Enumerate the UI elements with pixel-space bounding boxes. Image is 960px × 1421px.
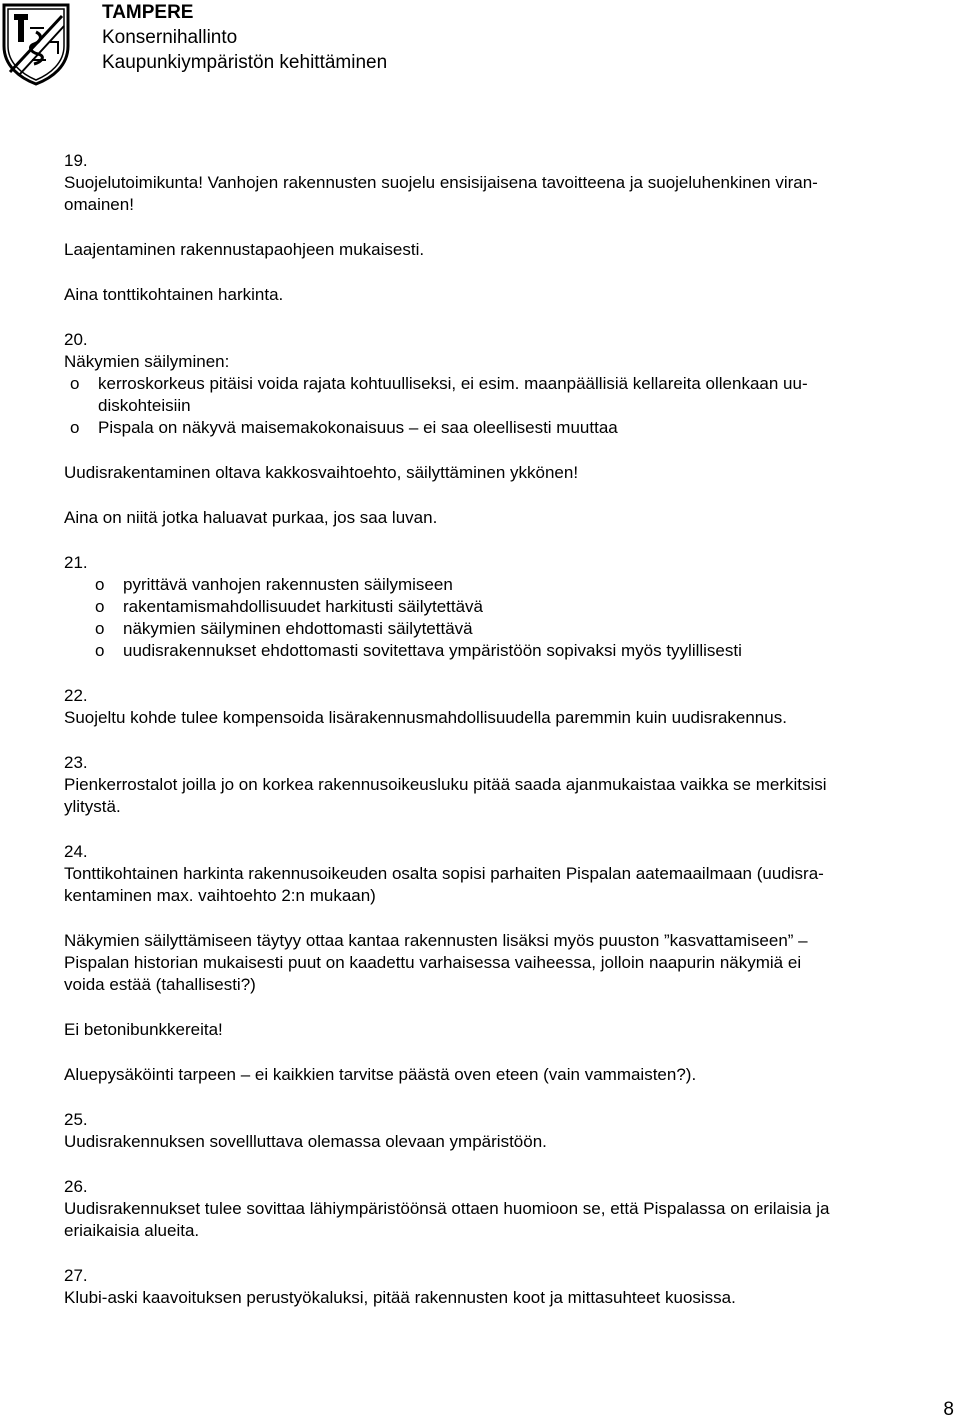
list-item-text: pyrittävä vanhojen rakennusten säilymiseen	[123, 575, 453, 594]
list-item	[64, 596, 956, 618]
paragraph-line: ylitystä.	[64, 797, 121, 816]
bullet-marker: o	[70, 418, 80, 437]
paragraph-line: Pienkerrostalot joilla jo on korkea rakennusoikeusluku pitää saada ajanmukaistaa vaikka se merkitsisi	[64, 775, 827, 794]
section-number-20: 20.	[64, 330, 88, 349]
tampere-coat-of-arms-icon	[0, 2, 72, 86]
bullet-marker: o	[70, 374, 80, 393]
list-item-text: kerroskorkeus pitäisi voida rajata kohtuulliseksi, ei esim. maanpäällisiä kellareita ollenkaan uu-	[98, 374, 808, 393]
paragraph: Suojeltu kohde tulee kompensoida lisärakennusmahdollisuudella paremmin kuin uudisrakennus.	[64, 708, 787, 727]
section-number-23: 23.	[64, 753, 88, 772]
paragraph-line: Pispalan historian mukaisesti puut on kaadettu varhaisessa vaiheessa, jolloin naapurin näkymiä ei	[64, 953, 802, 972]
document-body	[64, 150, 956, 1309]
list-item	[64, 618, 956, 640]
paragraph-line: eriaikaisia alueita.	[64, 1221, 200, 1240]
paragraph-line: Uudisrakennukset tulee sovittaa lähiympäristöönsä ottaen huomioon se, että Pispalassa on erilaisia ja	[64, 1199, 830, 1218]
department-name: Konsernihallinto	[102, 27, 238, 48]
list-item-text: rakentamismahdollisuudet harkitusti säilytettävä	[123, 597, 484, 616]
list-item-text: näkymien säilyminen ehdottomasti säilytettävä	[123, 619, 473, 638]
paragraph: Klubi-aski kaavoituksen perustyökaluksi, pitää rakennusten koot ja mittasuhteet kuosissa.	[64, 1288, 736, 1307]
section-number-27: 27.	[64, 1266, 88, 1285]
section-number-25: 25.	[64, 1110, 88, 1129]
paragraph-line: kentaminen max. vaihtoehto 2:n mukaan)	[64, 886, 376, 905]
paragraph: Uudisrakennuksen sovellluttava olemassa olevaan ympäristöön.	[64, 1132, 547, 1151]
paragraph-line: Suojelutoimikunta! Vanhojen rakennusten suojelu ensisijaisena tavoitteena ja suojeluhenkinen viran-	[64, 173, 818, 192]
paragraph-line: Näkymien säilyttämiseen täytyy ottaa kantaa rakennusten lisäksi myös puuston ”kasvattamiseen” –	[64, 931, 808, 950]
section-number-19: 19.	[64, 151, 88, 170]
paragraph: Laajentaminen rakennustapaohjeen mukaisesti.	[64, 240, 425, 259]
bullet-marker: o	[95, 575, 105, 594]
bullet-marker: o	[95, 619, 105, 638]
paragraph: Ei betonibunkkereita!	[64, 1020, 223, 1039]
list-item	[64, 417, 956, 439]
paragraph: Uudisrakentaminen oltava kakkosvaihtoehto, säilyttäminen ykkönen!	[64, 463, 579, 482]
section-number-22: 22.	[64, 686, 88, 705]
section-number-24: 24.	[64, 842, 88, 861]
list-item-text: Pispala on näkyvä maisemakokonaisuus – ei saa oleellisesti muuttaa	[98, 418, 618, 437]
page-number: 8	[943, 1399, 954, 1420]
list-item	[64, 640, 956, 662]
list-item-text: diskohteisiin	[98, 396, 191, 415]
paragraph: Aluepysäköinti tarpeen – ei kaikkien tarvitse päästä oven eteen (vain vammaisten?).	[64, 1065, 697, 1084]
paragraph: Aina on niitä jotka haluavat purkaa, jos saa luvan.	[64, 508, 438, 527]
bullet-marker: o	[95, 641, 105, 660]
paragraph-line: Tonttikohtainen harkinta rakennusoikeuden osalta sopisi parhaiten Pispalan aatemaailmaan (uudisra-	[64, 864, 824, 883]
page-header	[0, 0, 960, 90]
list-item	[64, 373, 956, 417]
org-name: TAMPERE	[102, 2, 194, 23]
list-item-text: uudisrakennukset ehdottomasti sovitettava ympäristöön sopivaksi myös tyylillisesti	[123, 641, 742, 660]
paragraph-line: voida estää (tahallisesti?)	[64, 975, 256, 994]
bullet-marker: o	[95, 597, 105, 616]
paragraph-line: omainen!	[64, 195, 134, 214]
section-number-21: 21.	[64, 553, 88, 572]
paragraph: Näkymien säilyminen:	[64, 352, 230, 371]
section-number-26: 26.	[64, 1177, 88, 1196]
paragraph: Aina tonttikohtainen harkinta.	[64, 285, 284, 304]
unit-name: Kaupunkiympäristön kehittäminen	[102, 52, 388, 73]
list-item	[64, 574, 956, 596]
